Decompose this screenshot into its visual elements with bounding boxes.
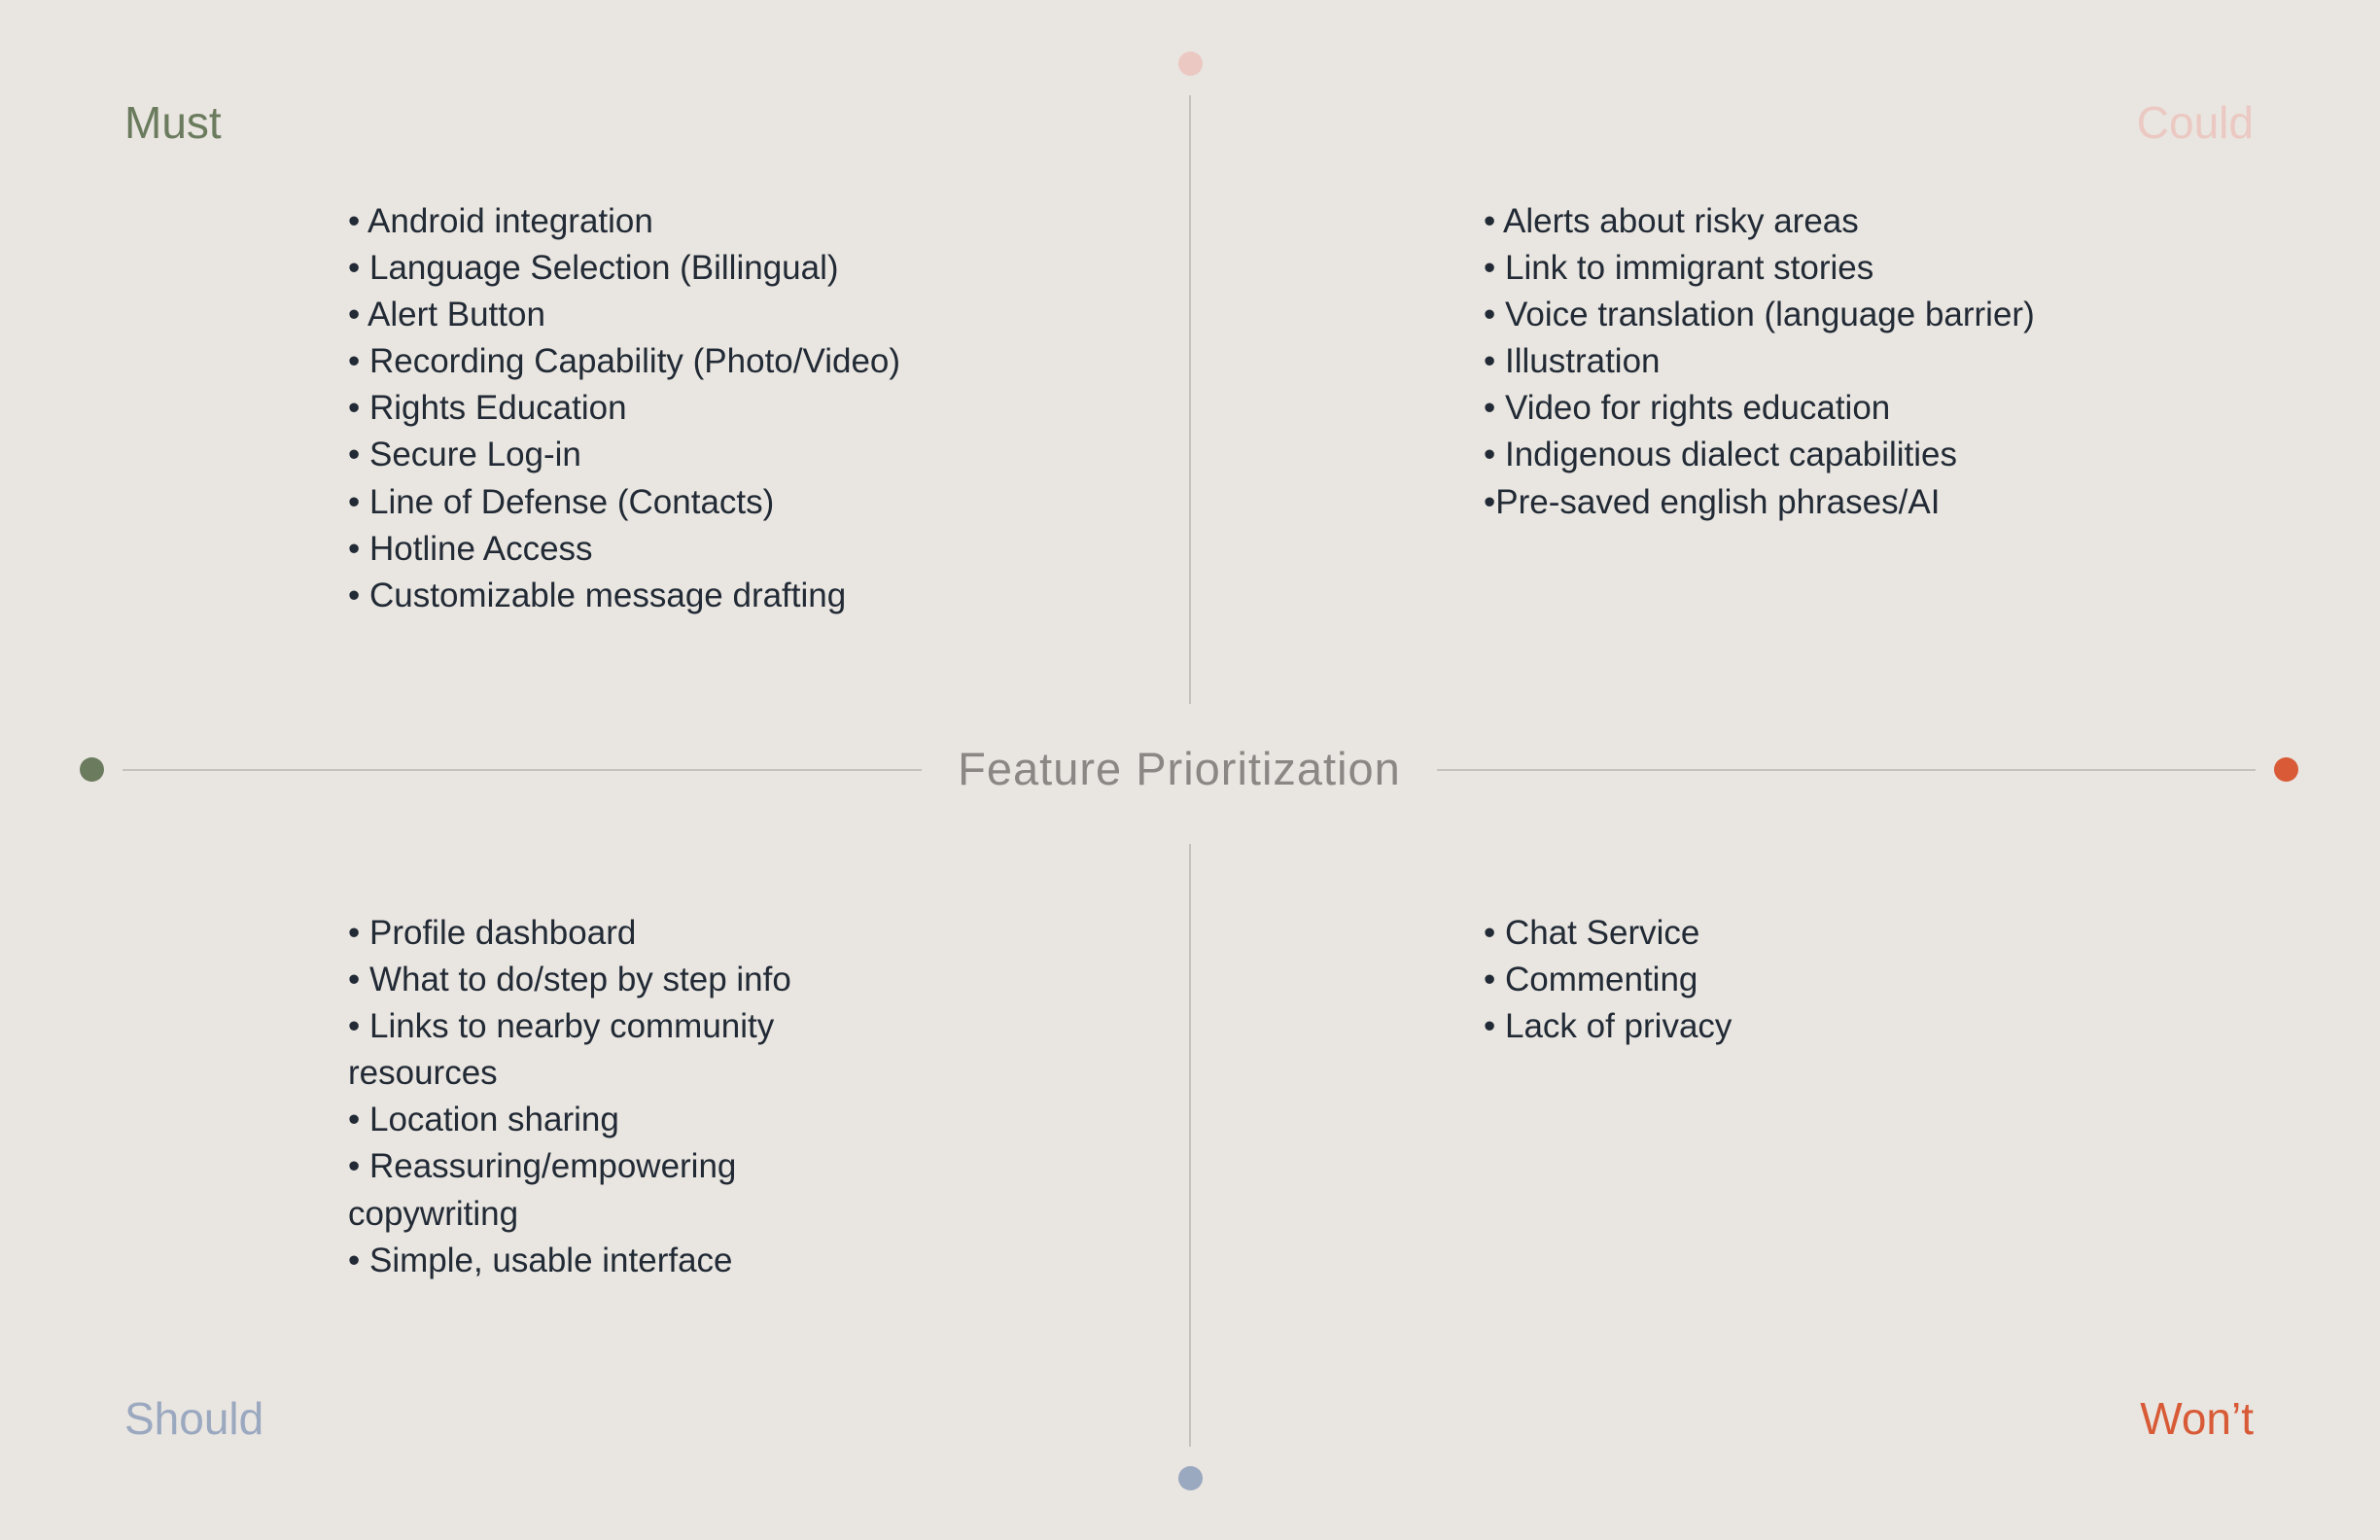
feature-item: • Hotline Access (348, 529, 593, 568)
quadrant-label-must: Must (124, 97, 222, 148)
wont-feature-list (1484, 910, 2028, 1050)
feature-item: • Commenting (1484, 961, 1698, 999)
feature-item: • Voice translation (language barrier) (1484, 296, 2035, 334)
feature-item: • Indigenous dialect capabilities (1484, 436, 1958, 474)
feature-item: • Profile dashboard (348, 914, 637, 952)
feature-item: •Pre-saved english phrases/AI (1484, 482, 1941, 521)
feature-item: • Video for rights education (1484, 389, 1891, 428)
feature-item: • Link to immigrant stories (1484, 249, 1874, 288)
feature-item: • Customizable message drafting (348, 576, 847, 614)
wont-marker-dot (2274, 757, 2298, 782)
feature-item: • What to do/step by step info (348, 961, 791, 999)
quadrant-label-wont: Won’t (2140, 1393, 2254, 1444)
feature-item: • Location sharing (348, 1101, 619, 1139)
should-marker-dot (1178, 1466, 1203, 1490)
feature-item: • Alert Button (348, 296, 545, 334)
quadrant-label-could: Could (2136, 97, 2254, 148)
feature-item: • Language Selection (Billingual) (348, 249, 839, 288)
should-feature-list (348, 910, 892, 1284)
feature-item: • Lack of privacy (1484, 1007, 1732, 1046)
vertical-axis-top (1189, 95, 1191, 704)
feature-item: • Alerts about risky areas (1484, 202, 1859, 240)
could-marker-dot (1178, 52, 1203, 76)
horizontal-axis-right (1437, 769, 2256, 771)
feature-item: • Links to nearby community resources (348, 1007, 775, 1093)
feature-item: • Android integration (348, 202, 653, 240)
horizontal-axis-left (122, 769, 922, 771)
feature-item: • Simple, usable interface (348, 1241, 733, 1279)
must-marker-dot (80, 757, 104, 782)
page-title: Feature Prioritization (958, 743, 1401, 794)
vertical-axis-bottom (1189, 844, 1191, 1447)
feature-item: • Reassuring/empowering copywriting (348, 1147, 737, 1233)
feature-item: • Chat Service (1484, 914, 1700, 952)
quadrant-label-should: Should (124, 1393, 264, 1444)
feature-item: • Recording Capability (Photo/Video) (348, 342, 901, 381)
could-feature-list (1484, 198, 2067, 526)
feature-item: • Rights Education (348, 389, 627, 428)
feature-item: • Illustration (1484, 342, 1661, 381)
must-feature-list (348, 198, 912, 619)
feature-item: • Secure Log-in (348, 436, 581, 474)
feature-item: • Line of Defense (Contacts) (348, 482, 775, 521)
